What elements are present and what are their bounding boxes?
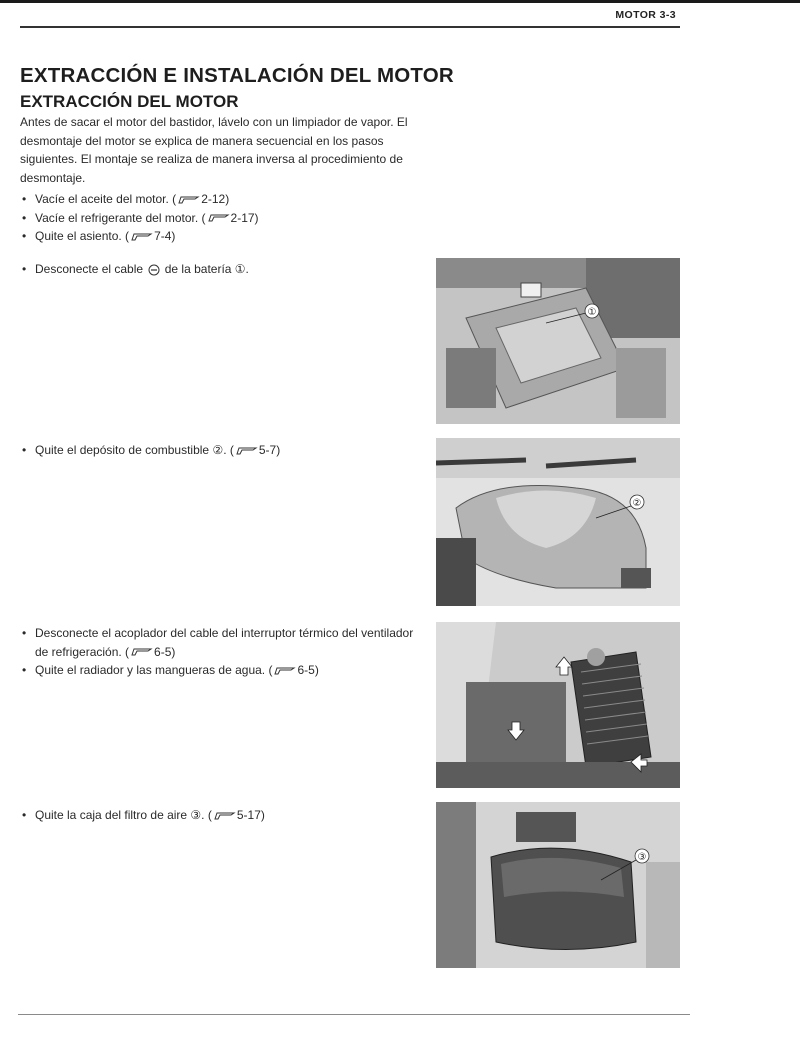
battery-photo (436, 258, 680, 424)
list-item (22, 806, 265, 825)
reference-arrow-icon (131, 647, 153, 657)
radiator-photo (436, 622, 680, 788)
intro-paragraph: Antes de sacar el motor del bastidor, lávelo con un limpiador de vapor. El desmontaje del motor se explica de manera secuencial en los pasos siguientes. El montaje se realiza de manera inversa al procedimiento de desmontaje. (20, 115, 408, 185)
step-text: Quite el radiador y las mangueras de agua. ( (35, 663, 273, 677)
reference-arrow-icon (236, 446, 258, 456)
list-item (22, 661, 422, 680)
reference-arrow-icon (274, 666, 296, 676)
header-divider (20, 26, 680, 28)
step-text: Quite la caja del filtro de aire ③. ( (35, 808, 212, 822)
footer-divider (18, 1014, 690, 1015)
reference-arrow-icon (208, 213, 230, 223)
step-text: Desconecte el acoplador del cable del interruptor térmico del ventilador de refrigeración. ( (35, 626, 414, 659)
callout-battery: ① (587, 307, 597, 318)
reference-arrow-icon (131, 232, 153, 242)
top-border (0, 0, 800, 3)
step-text: Vacíe el aceite del motor. ( (35, 192, 177, 206)
section-subtitle: EXTRACCIÓN DEL MOTOR (20, 92, 239, 111)
callout-fuel-tank: ② (632, 498, 642, 509)
list-item (22, 260, 249, 279)
list-item (22, 441, 280, 460)
reference-arrow-icon (178, 195, 200, 205)
fuel-tank-step-list (22, 441, 280, 460)
air-filter-step-list (22, 806, 265, 825)
step-text-end: de la batería ①. (161, 262, 249, 276)
step-ref: 2-17) (230, 210, 259, 225)
step-ref: 6-5) (297, 663, 319, 677)
callout-air-filter: ③ (637, 852, 647, 863)
list-item (22, 190, 259, 209)
step-ref: 6-5) (154, 644, 176, 659)
step-ref: 5-7) (258, 443, 281, 457)
step-text: Quite el depósito de combustible ②. ( (35, 443, 234, 457)
step-text: Vacíe el refrigerante del motor. ( (35, 210, 206, 225)
air-filter-photo (436, 802, 680, 968)
list-item (22, 624, 422, 661)
step-ref: 7-4) (154, 229, 176, 243)
reference-arrow-icon (214, 811, 236, 821)
list-item (22, 227, 259, 246)
step-text: Desconecte el cable (35, 262, 147, 276)
minus-terminal-icon (148, 264, 160, 276)
step-text: Quite el asiento. ( (35, 229, 130, 243)
fuel-tank-photo (436, 438, 680, 606)
page-title: EXTRACCIÓN E INSTALACIÓN DEL MOTOR (20, 64, 454, 87)
section-page-label: MOTOR 3-3 (615, 9, 676, 21)
list-item (22, 209, 259, 228)
step-ref: 2-12) (201, 192, 230, 206)
prep-steps-list (22, 190, 259, 246)
battery-step-list (22, 260, 249, 279)
step-ref: 5-17) (236, 808, 265, 822)
radiator-step-list (22, 624, 422, 680)
